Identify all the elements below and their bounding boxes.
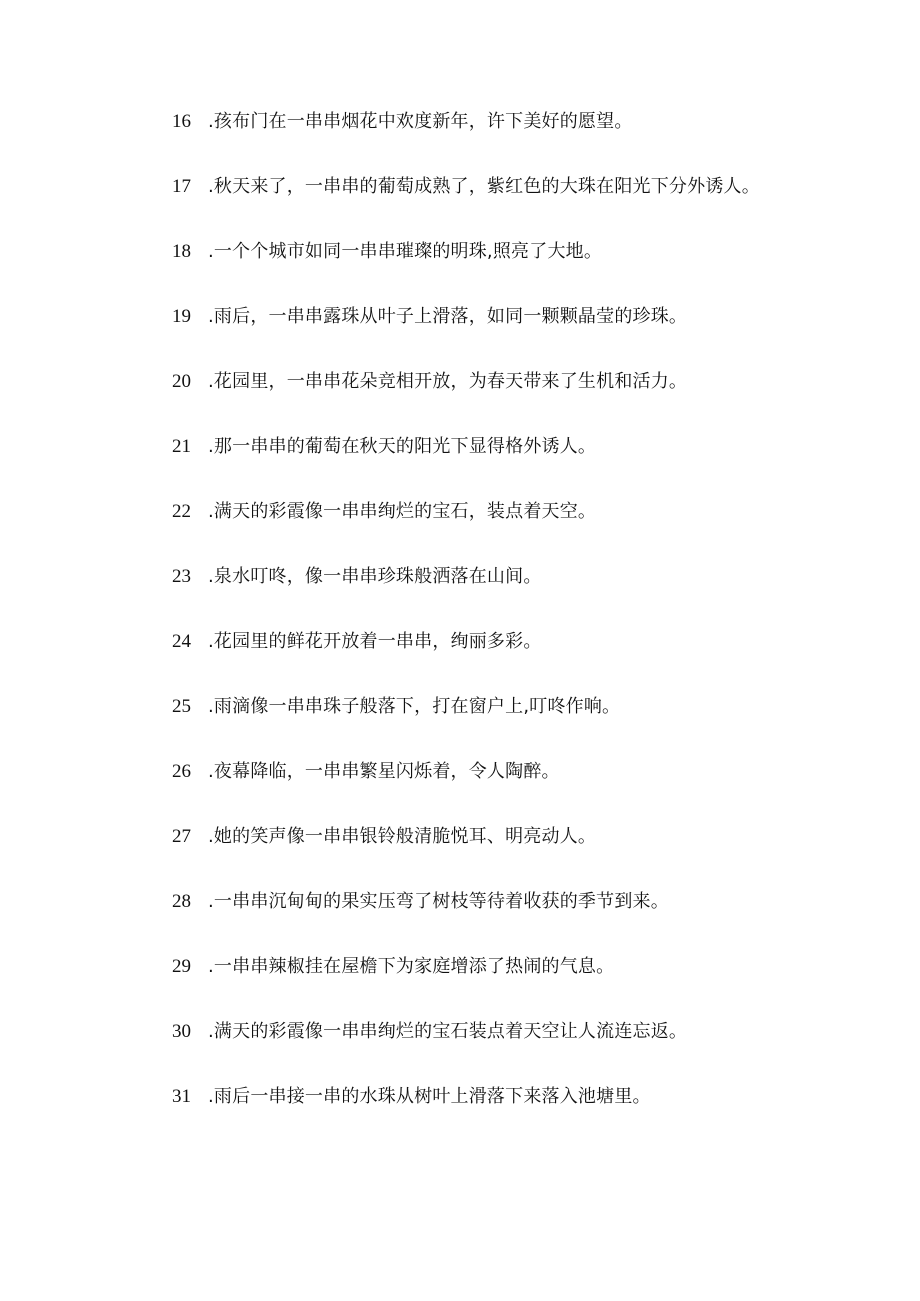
- list-item: [172, 563, 892, 628]
- item-text: .满天的彩霞像一串串绚烂的宝石，装点着天空。: [208, 501, 597, 522]
- list-item: [172, 238, 892, 303]
- item-text: .泉水叮咚，像一串串珍珠般洒落在山间。: [208, 566, 542, 587]
- list-item: [172, 1083, 892, 1148]
- item-text: .她的笑声像一串串银铃般清脆悦耳、明亮动人。: [208, 826, 597, 847]
- item-number: 18: [172, 241, 191, 262]
- item-number: 25: [172, 696, 191, 717]
- item-number: 29: [172, 956, 191, 977]
- list-item: [172, 758, 892, 823]
- item-text: .夜幕降临，一串串繁星闪烁着，令人陶醉。: [208, 761, 560, 782]
- item-text: .雨滴像一串串珠子般落下，打在窗户上,叮咚作响。: [208, 696, 621, 717]
- list-item: [172, 368, 892, 433]
- item-number: 30: [172, 1021, 191, 1042]
- item-text: .花园里的鲜花开放着一串串，绚丽多彩。: [208, 631, 542, 652]
- item-text: .满天的彩霞像一串串绚烂的宝石装点着天空让人流连忘返。: [208, 1021, 688, 1042]
- item-text: .雨后一串接一串的水珠从树叶上滑落下来落入池塘里。: [208, 1086, 651, 1107]
- list-item: [172, 303, 892, 368]
- list-item: [172, 1018, 892, 1083]
- list-item: [172, 953, 892, 1018]
- item-text: .孩布门在一串串烟花中欢度新年，许下美好的愿望。: [208, 111, 633, 132]
- item-number: 21: [172, 436, 191, 457]
- item-text: .花园里，一串串花朵竞相开放，为春天带来了生机和活力。: [208, 371, 688, 392]
- list-item: [172, 693, 892, 758]
- list-item: [172, 823, 892, 888]
- item-number: 28: [172, 891, 191, 912]
- item-number: 19: [172, 306, 191, 327]
- list-item: [172, 628, 892, 693]
- list-item: [172, 433, 892, 498]
- item-text: .那一串串的葡萄在秋天的阳光下显得格外诱人。: [208, 436, 597, 457]
- item-text: .秋天来了，一串串的葡萄成熟了，紫红色的大珠在阳光下分外诱人。: [208, 176, 760, 197]
- item-number: 16: [172, 111, 191, 132]
- list-item: [172, 888, 892, 953]
- list-item: [172, 498, 892, 563]
- item-text: .一串串辣椒挂在屋檐下为家庭增添了热闹的气息。: [208, 956, 615, 977]
- item-text: .一个个城市如同一串串璀璨的明珠,照亮了大地。: [208, 241, 603, 262]
- list-item: [172, 173, 892, 238]
- item-number: 31: [172, 1086, 191, 1107]
- item-text: .雨后，一串串露珠从叶子上滑落，如同一颗颗晶莹的珍珠。: [208, 306, 688, 327]
- item-text: .一串串沉甸甸的果实压弯了树枝等待着收获的季节到来。: [208, 891, 669, 912]
- item-number: 23: [172, 566, 191, 587]
- item-number: 22: [172, 501, 191, 522]
- sentence-list: [172, 108, 892, 1148]
- item-number: 26: [172, 761, 191, 782]
- item-number: 17: [172, 176, 191, 197]
- list-item: [172, 108, 892, 173]
- item-number: 27: [172, 826, 191, 847]
- item-number: 20: [172, 371, 191, 392]
- item-number: 24: [172, 631, 191, 652]
